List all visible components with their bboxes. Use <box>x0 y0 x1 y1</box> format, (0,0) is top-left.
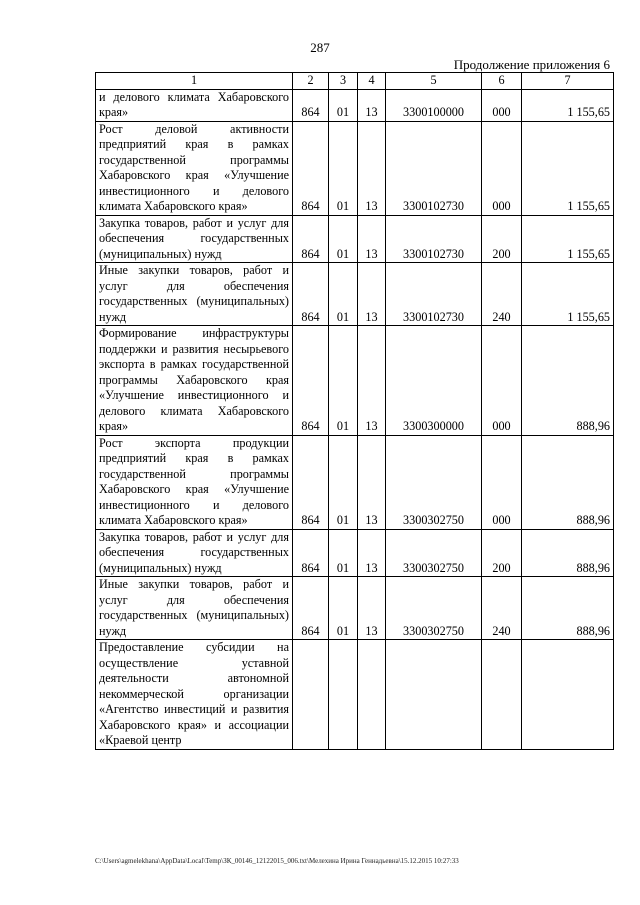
continuation-label: Продолжение приложения 6 <box>453 57 610 72</box>
item-name: Закупка товаров, работ и услуг для обеспечения государственных (муниципальных) нужд <box>96 215 293 263</box>
item-name: и делового климата Хабаровского края» <box>96 89 293 121</box>
subsection-code: 13 <box>358 263 386 326</box>
table-row <box>96 263 614 326</box>
item-name: Иные закупки товаров, работ и услуг для обеспечения государственных (муниципальных) нужд <box>96 577 293 640</box>
section-code: 01 <box>329 529 358 577</box>
section-code: 01 <box>329 215 358 263</box>
amount <box>522 640 614 750</box>
amount: 1 155,65 <box>522 89 614 121</box>
subsection-code: 13 <box>358 89 386 121</box>
target-article-code: 3300300000 <box>386 326 482 436</box>
page-number: 287 <box>310 40 330 55</box>
amount: 1 155,65 <box>522 121 614 215</box>
subsection-code: 13 <box>358 435 386 529</box>
expense-type-code: 000 <box>482 326 522 436</box>
target-article-code: 3300302750 <box>386 435 482 529</box>
expense-type-code: 000 <box>482 435 522 529</box>
expense-type-code: 000 <box>482 89 522 121</box>
file-path-footer: C:\Users\agmelekhana\AppData\Local\Temp\ЗК_00146_12122015_006.txt\Мелехина Ирина Геннадьевна\15.12.2015 10:27:33 <box>95 857 459 865</box>
expense-type-code: 200 <box>482 529 522 577</box>
target-article-code: 3300302750 <box>386 577 482 640</box>
section-code: 01 <box>329 326 358 436</box>
subsection-code: 13 <box>358 326 386 436</box>
expense-type-code: 000 <box>482 121 522 215</box>
item-name: Формирование инфраструктуры поддержки и развития несырьевого экспорта в рамках государственной программы Хабаровского края «Улучшение инвестиционного и делового климата Хабаровского края» <box>96 326 293 436</box>
header-cell: 5 <box>386 73 482 90</box>
item-name: Рост экспорта продукции предприятий края в рамках государственной программы Хабаровского края «Улучшение инвестиционного и делового климата Хабаровского края» <box>96 435 293 529</box>
ministry-code: 864 <box>293 435 329 529</box>
ministry-code: 864 <box>293 215 329 263</box>
header-cell: 2 <box>293 73 329 90</box>
header-cell: 3 <box>329 73 358 90</box>
target-article-code <box>386 640 482 750</box>
header-cell: 4 <box>358 73 386 90</box>
expense-type-code: 240 <box>482 263 522 326</box>
amount: 888,96 <box>522 577 614 640</box>
section-code: 01 <box>329 435 358 529</box>
ministry-code: 864 <box>293 529 329 577</box>
table-row <box>96 640 614 750</box>
budget-table <box>95 72 614 750</box>
section-code: 01 <box>329 121 358 215</box>
header-cell: 7 <box>522 73 614 90</box>
ministry-code: 864 <box>293 89 329 121</box>
expense-type-code: 200 <box>482 215 522 263</box>
table-row <box>96 326 614 436</box>
section-code: 01 <box>329 263 358 326</box>
amount: 1 155,65 <box>522 215 614 263</box>
amount: 1 155,65 <box>522 263 614 326</box>
expense-type-code <box>482 640 522 750</box>
target-article-code: 3300102730 <box>386 215 482 263</box>
ministry-code <box>293 640 329 750</box>
section-code <box>329 640 358 750</box>
subsection-code: 13 <box>358 215 386 263</box>
table-row <box>96 215 614 263</box>
header-cell: 1 <box>96 73 293 90</box>
ministry-code: 864 <box>293 326 329 436</box>
subsection-code: 13 <box>358 577 386 640</box>
subsection-code: 13 <box>358 529 386 577</box>
table-row <box>96 89 614 121</box>
table-row <box>96 121 614 215</box>
amount: 888,96 <box>522 529 614 577</box>
subsection-code <box>358 640 386 750</box>
table-row <box>96 529 614 577</box>
item-name: Закупка товаров, работ и услуг для обеспечения государственных (муниципальных) нужд <box>96 529 293 577</box>
expense-type-code: 240 <box>482 577 522 640</box>
section-code: 01 <box>329 577 358 640</box>
ministry-code: 864 <box>293 263 329 326</box>
ministry-code: 864 <box>293 121 329 215</box>
section-code: 01 <box>329 89 358 121</box>
target-article-code: 3300102730 <box>386 263 482 326</box>
subsection-code: 13 <box>358 121 386 215</box>
header-row <box>96 73 614 90</box>
target-article-code: 3300102730 <box>386 121 482 215</box>
item-name: Иные закупки товаров, работ и услуг для обеспечения государственных (муниципальных) нужд <box>96 263 293 326</box>
item-name: Рост деловой активности предприятий края в рамках государственной программы Хабаровского края «Улучшение инвестиционного и делового климата Хабаровского края» <box>96 121 293 215</box>
amount: 888,96 <box>522 435 614 529</box>
table-row <box>96 435 614 529</box>
header-cell: 6 <box>482 73 522 90</box>
target-article-code: 3300100000 <box>386 89 482 121</box>
amount: 888,96 <box>522 326 614 436</box>
ministry-code: 864 <box>293 577 329 640</box>
item-name: Предоставление субсидии на осуществление уставной деятельности автономной некоммерческой организации «Агентство инвестиций и развития Хабаровского края» и ассоциации «Краевой центр <box>96 640 293 750</box>
table-row <box>96 577 614 640</box>
target-article-code: 3300302750 <box>386 529 482 577</box>
